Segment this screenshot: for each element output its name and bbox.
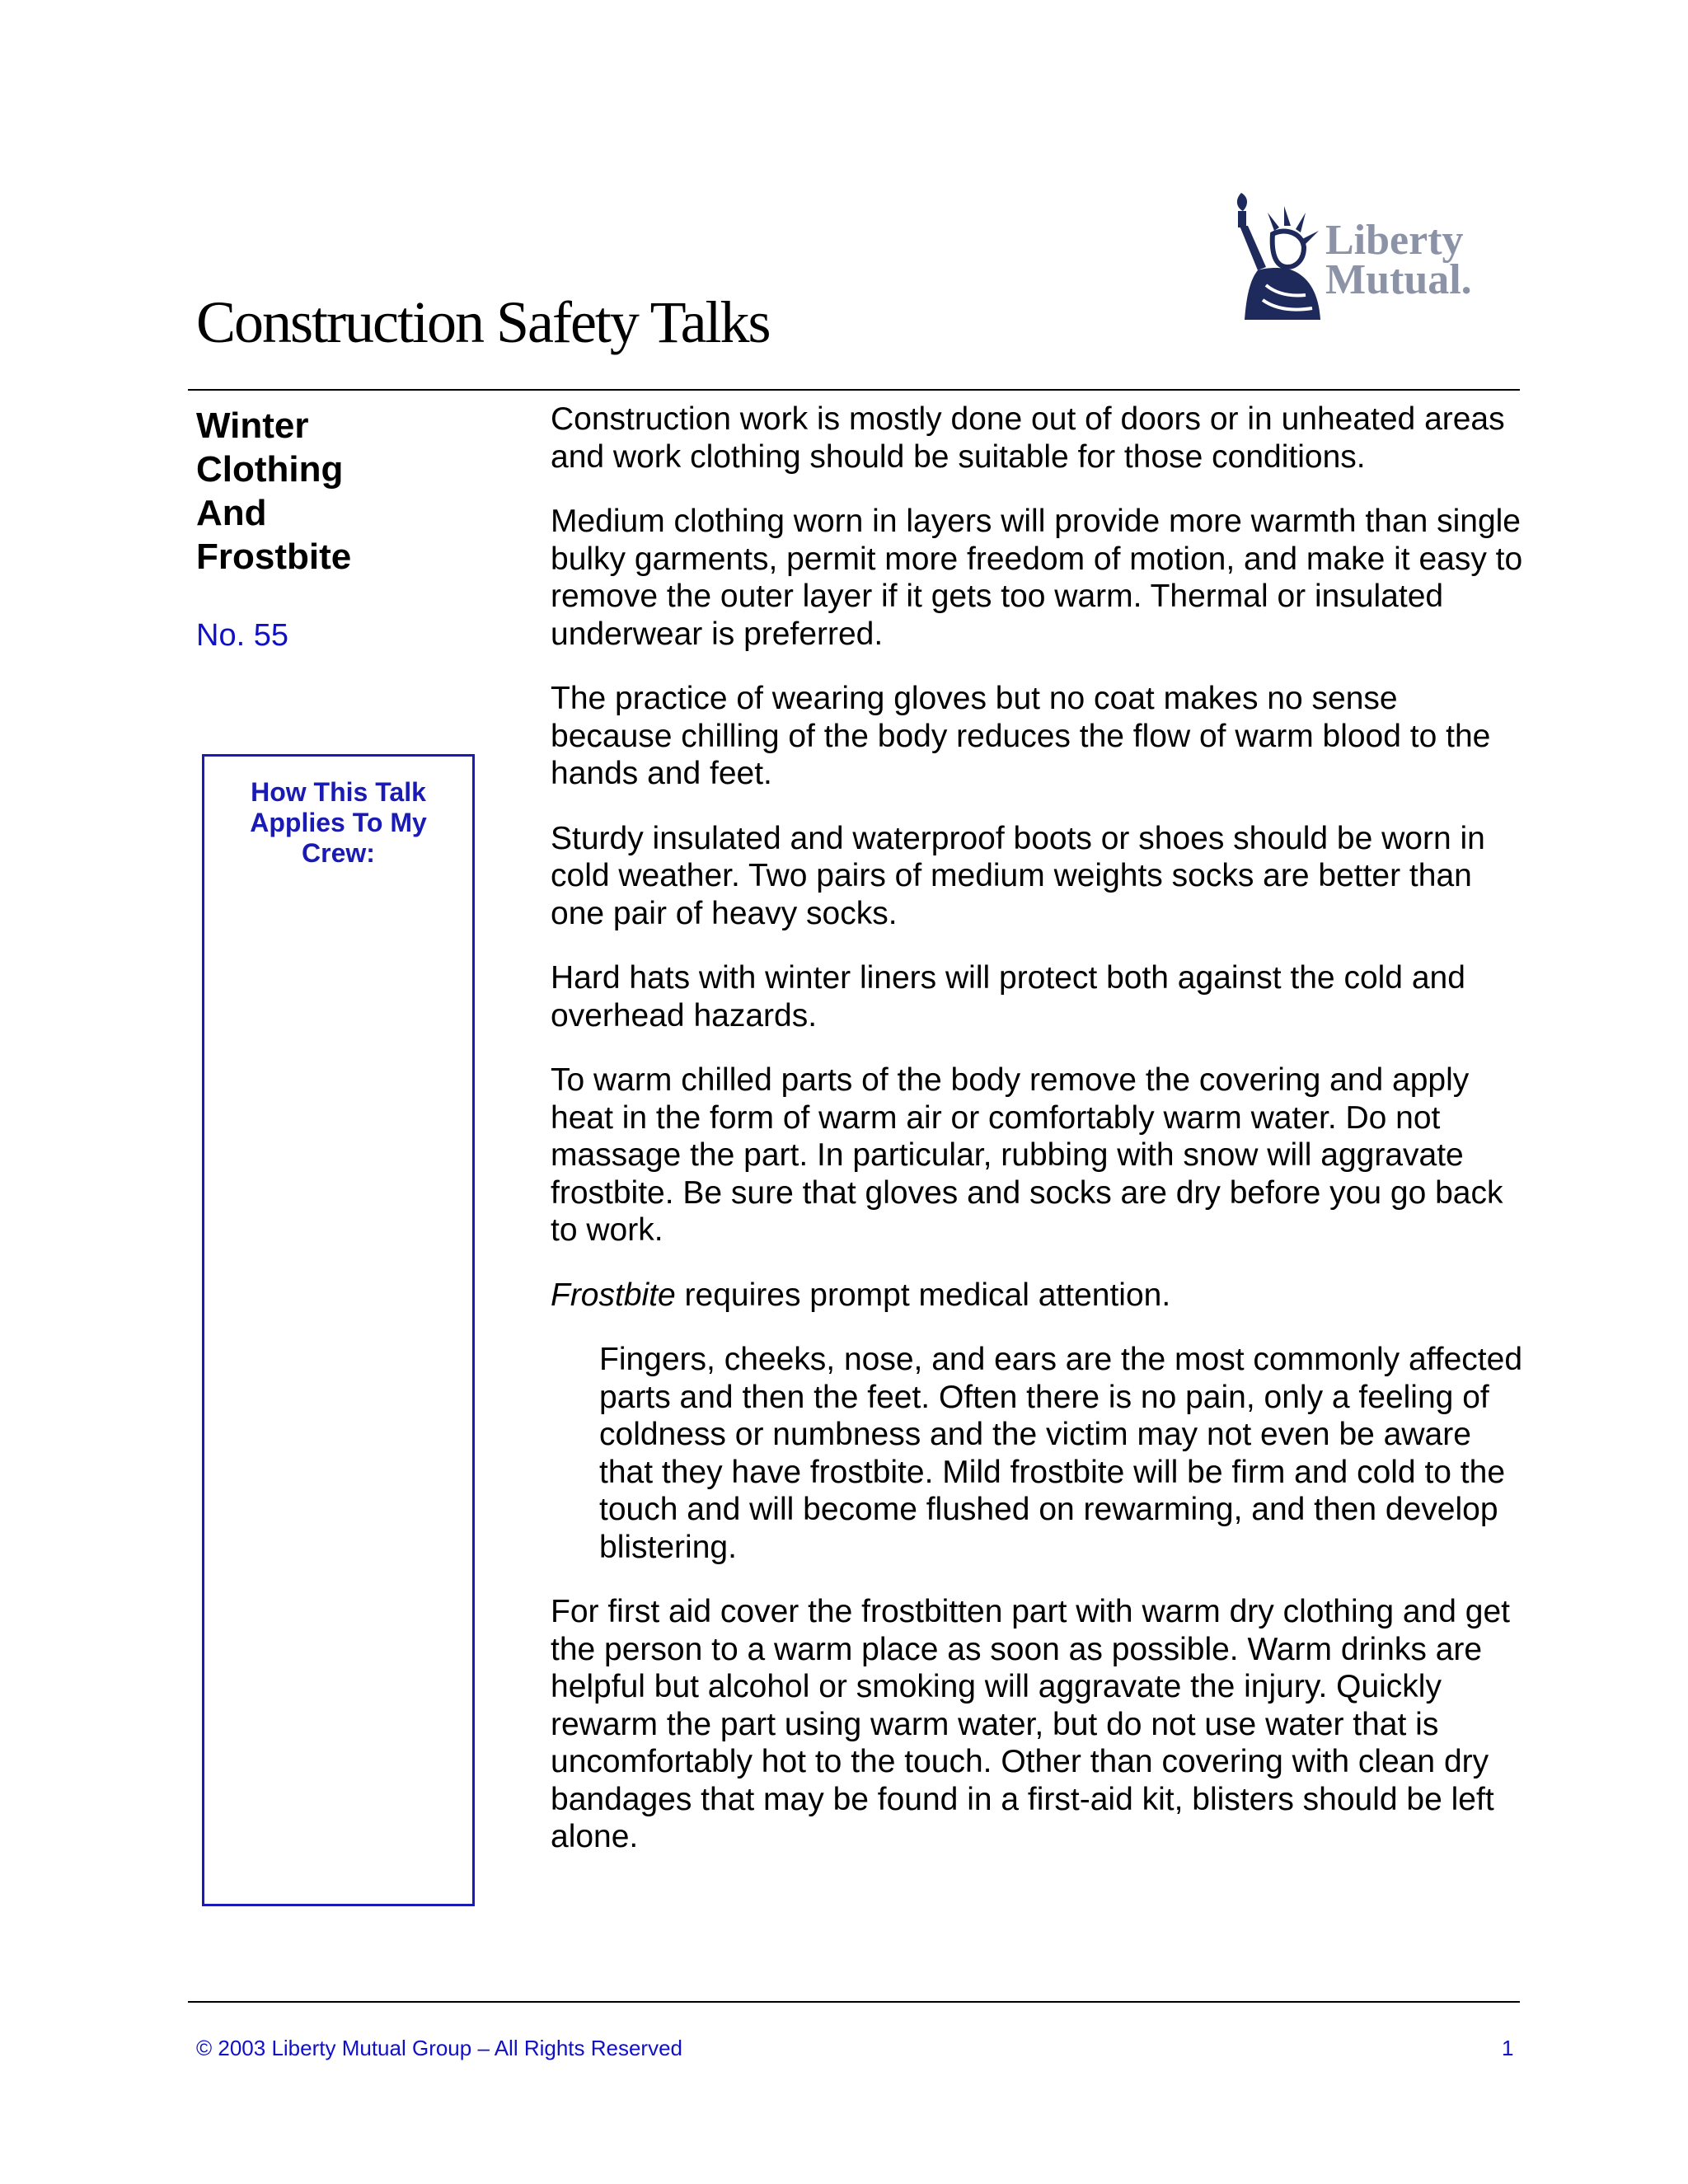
- logo-line-1: Liberty: [1325, 217, 1464, 264]
- body-paragraph: Hard hats with winter liners will protect both against the cold and overhead hazards.: [551, 960, 1465, 1033]
- topic-title: [196, 404, 493, 579]
- body-paragraph: Medium clothing worn in layers will provide more warmth than single bulky garments, permit more freedom of motion, and make it easy to remove the outer layer if it gets too warm. Thermal or insulated underwear is preferred.: [551, 504, 1523, 652]
- footer-divider: [188, 2001, 1520, 2003]
- body-paragraph: Sturdy insulated and waterproof boots or shoes should be worn in cold weather. Two pairs of medium weights socks are better than one pair of heavy socks.: [551, 820, 1485, 931]
- body-paragraph: To warm chilled parts of the body remove the covering and apply heat in the form of warm air or comfortably warm water. Do not massage the part. In particular, rubbing with snow will aggravate frostbite. Be sure that gloves and socks are dry before you go back to work.: [551, 1062, 1503, 1248]
- talk-number: No. 55: [196, 618, 288, 653]
- topic-title-line: And: [196, 493, 267, 533]
- logo-wordmark: [1325, 217, 1507, 303]
- body-paragraph-rest: requires prompt medical attention.: [675, 1277, 1171, 1313]
- body-text: [551, 401, 1523, 1883]
- crew-notes-heading: How This Talk Applies To My Crew:: [250, 777, 427, 868]
- body-paragraph: The practice of wearing gloves but no coat makes no sense because chilling of the body reduces the flow of warm blood to the hands and feet.: [551, 681, 1491, 791]
- topic-title-line: Clothing: [196, 449, 344, 490]
- indented-paragraph: Fingers, cheeks, nose, and ears are the most commonly affected parts and then the feet. Often there is no pain, only a feeling of coldness or numbness and the victim may not even be aware that they have frostbite. Mild frostbite will be firm and cold to the touch and will become flushed on rewarming, and then develop blistering.: [599, 1342, 1523, 1565]
- logo-line-2: Mutual.: [1325, 256, 1472, 303]
- header-divider: [188, 389, 1520, 391]
- body-paragraph: [551, 1277, 1523, 1315]
- crew-notes-box: [202, 754, 475, 1906]
- page-title: Construction Safety Talks: [196, 289, 770, 355]
- body-paragraph: Construction work is mostly done out of doors or in unheated areas and work clothing should be suitable for those conditions.: [551, 401, 1505, 475]
- body-paragraph: For first aid cover the frostbitten part with warm dry clothing and get the person to a warm place as soon as possible. Warm drinks are helpful but alcohol or smoking will aggravate the injury. Quickly rewarm the part using warm water, but do not use water that is uncomfortably hot to the touch. Other than covering with clean dry bandages that may be found in a first-aid kit, blisters should be left alone.: [551, 1594, 1511, 1854]
- page-number: 1: [1502, 2036, 1514, 2060]
- footer-copyright: © 2003 Liberty Mutual Group – All Rights Reserved: [196, 2036, 683, 2060]
- frostbite-emphasis: Frostbite: [551, 1277, 676, 1313]
- topic-title-line: Frostbite: [196, 537, 352, 577]
- topic-title-line: Winter: [196, 405, 309, 446]
